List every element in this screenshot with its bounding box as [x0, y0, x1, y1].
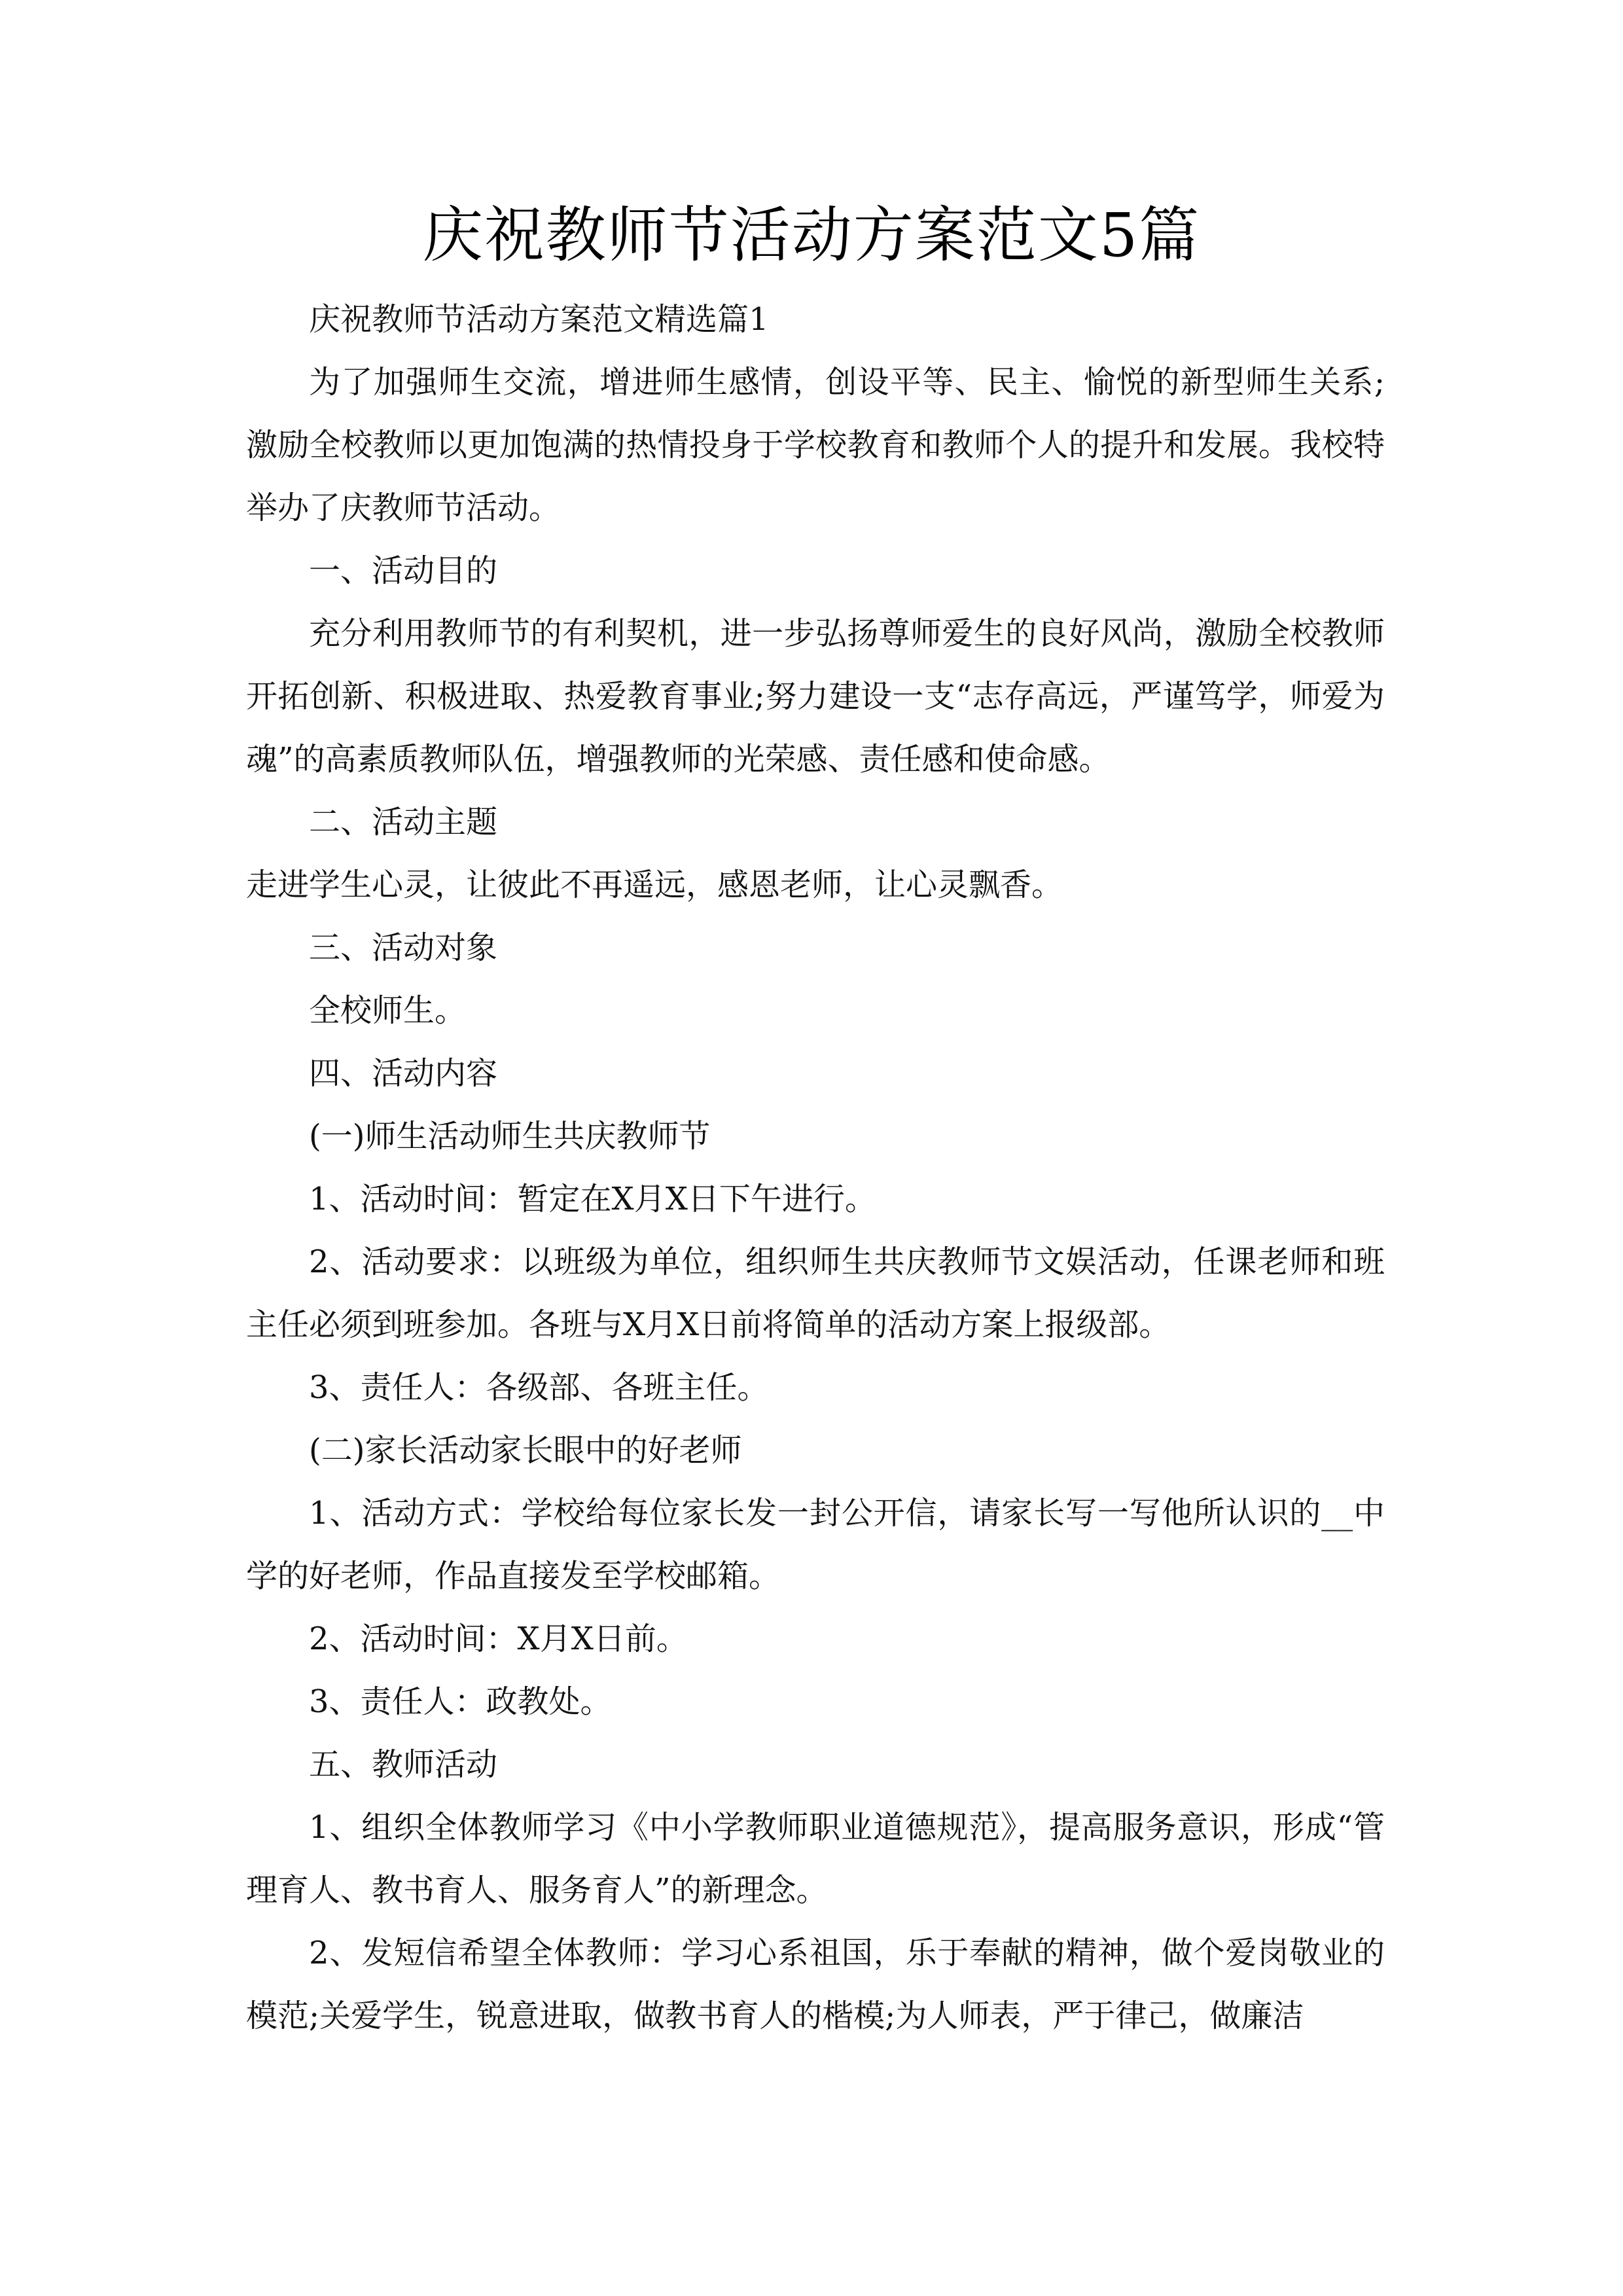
paragraph-audience: 全校师生。	[309, 992, 467, 1029]
subheading-parents: (二)家长活动家长眼中的好老师	[309, 1432, 742, 1469]
list-item: 2、发短信希望全体教师：学习心系祖国，乐于奉献的精神，做个爱岗敬业的模范;关爱学生，锐意进取，做教书育人的楷模;为人师表，严于律己，做廉洁	[246, 1935, 1385, 2034]
list-item: 2、活动时间：X月X日前。	[309, 1621, 688, 1657]
list-item: 1、组织全体教师学习《中小学教师职业道德规范》，提高服务意识，形成“管理育人、教书育人、服务育人”的新理念。	[246, 1809, 1385, 1909]
document-title: 庆祝教师节活动方案范文5篇	[422, 200, 1201, 270]
paragraph-theme: 走进学生心灵，让彼此不再遥远，感恩老师，让心灵飘香。	[246, 867, 1063, 903]
list-item: 2、活动要求：以班级为单位，组织师生共庆教师节文娱活动，任课老师和班主任必须到班参加。各班与X月X日前将简单的活动方案上报级部。	[246, 1244, 1385, 1343]
list-item: 1、活动时间：暂定在X月X日下午进行。	[309, 1181, 876, 1217]
paragraph-intro: 为了加强师生交流，增进师生感情，创设平等、民主、愉悦的新型师生关系;激励全校教师以更加饱满的热情投身于学校教育和教师个人的提升和发展。我校特举办了庆教师节活动。	[246, 364, 1385, 526]
list-item: 3、责任人：政教处。	[309, 1683, 612, 1720]
heading-theme: 二、活动主题	[309, 804, 498, 840]
heading-teacher-activities: 五、教师活动	[309, 1746, 498, 1783]
heading-purpose: 一、活动目的	[309, 552, 498, 589]
heading-content: 四、活动内容	[309, 1055, 498, 1092]
list-item: 3、责任人：各级部、各班主任。	[309, 1369, 769, 1406]
paragraph-purpose: 充分利用教师节的有利契机，进一步弘扬尊师爱生的良好风尚，激励全校教师开拓创新、积极进取、热爱教育事业;努力建设一支“志存高远，严谨笃学，师爱为魂”的高素质教师队伍，增强教师的光荣感、责任感和使命感。	[246, 615, 1385, 778]
heading-audience: 三、活动对象	[309, 929, 498, 966]
document-body	[246, 288, 1385, 2047]
list-item: 1、活动方式：学校给每位家长发一封公开信，请家长写一写他所认识的__中学的好老师，作品直接发至学校邮箱。	[246, 1495, 1385, 1594]
section-heading: 庆祝教师节活动方案范文精选篇1	[309, 301, 769, 338]
subheading-teacher-student: (一)师生活动师生共庆教师节	[309, 1118, 711, 1155]
